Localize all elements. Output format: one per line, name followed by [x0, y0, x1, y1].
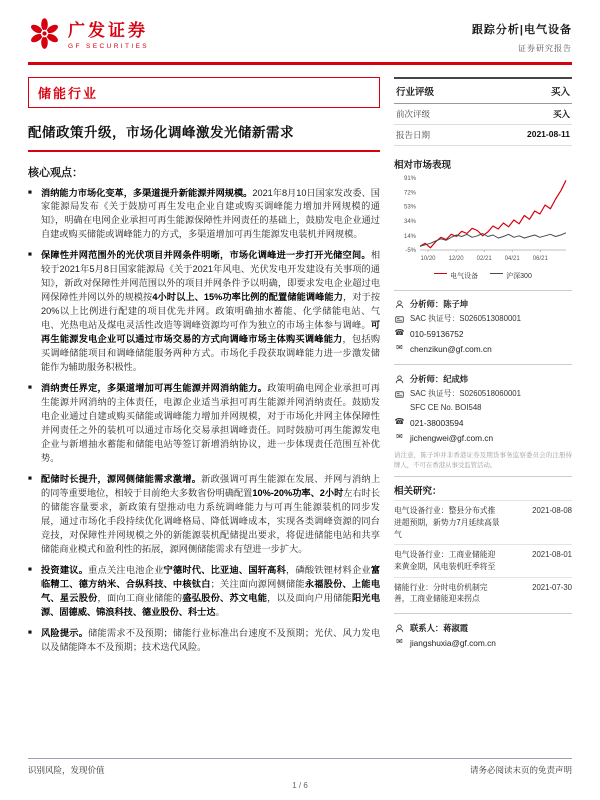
gf-securities-logo-icon: [28, 17, 61, 50]
related-research-item: [394, 577, 572, 609]
footer-row: [28, 759, 572, 776]
analyst-email-row: [394, 433, 572, 445]
related-research: [394, 476, 572, 609]
rating-title: 行业评级: [396, 86, 435, 98]
svg-text:91%: 91%: [403, 175, 416, 182]
doc-type-label: 证券研究报告: [518, 44, 572, 53]
related-research-item: [394, 500, 572, 544]
related-research-item: [394, 544, 572, 576]
header-right: [472, 16, 572, 54]
contact-name-row: [394, 623, 572, 635]
rating-value: 买入: [550, 86, 570, 98]
related-item-title: 电气设备行业：工商业储能迎来黄金期，风电装机旺季将至: [394, 550, 496, 571]
core-view-item: ■ 配储时长提升，源网侧储能需求激增。新政强调可再生能源在发展、并网与消纳上的同等重要地位，相较于目前绝大多数省份明确配置10%-20%功率、2小时左右时长的储能容量要求，新政策有望推动电力系统调峰能力与可再生能源装机的同步发展，通过市场化手段持续优化调峰格局、降低调峰成本，实现各类调峰资源的同台竞技，对保障性并网规模之外的新能源装机配储提出要求，将促进储能电站和共享储能商业模式和盈利性的拓展，源网侧储能需求有望进一步扩大。: [28, 473, 380, 557]
report-date-label: 报告日期: [396, 129, 431, 140]
phone-icon: ☎: [394, 416, 405, 426]
analyst-block-2: [394, 364, 572, 444]
core-views-heading: 核心观点：: [28, 166, 83, 179]
analyst-email-link[interactable]: jichengwei@gf.com.cn: [410, 432, 494, 443]
legend-item: 电气设备: [434, 271, 478, 281]
mail-icon: ✉: [396, 431, 403, 441]
svg-text:02/21: 02/21: [476, 255, 492, 262]
core-view-item: ■ 消纳能力市场化变革，多渠道提升新能源并网规模。2021年8月10日国家发改委、国家能源局发布《关于鼓励可再生发电企业自建或购买调峰能力增加并网规模的通知》，明确在电网企业承担可再生能源保障性并网责任的基础上，鼓励发电企业通过自建或购买储能或调峰能力的方式，多渠道增加可再生能源发电装机并网规模。: [28, 187, 380, 243]
related-item-date: 2021-07-30: [532, 582, 572, 592]
svg-text:-5%: -5%: [405, 247, 416, 254]
report-headline: 配储政策升级，市场化调峰激发光储新需求: [28, 121, 380, 152]
header: [0, 0, 600, 60]
related-research-title: 相关研究：: [394, 486, 442, 498]
core-view-item: ■ 保障性并网范围外的光伏项目并网条件明晰，市场化调峰进一步打开光储空间。相较于2021年5月8日国家能源局《关于2021年风电、光伏发电开发建设有关事项的通知》，新政对保障性并网范围以外的项目并网条件予以明确，即要求发电企业超过电网保障性并网以外的规模按4小时以上、15%功率比例的配置储能调峰能力，对于按20%以上比例进行配建的项目优先并网。政策明确抽水蓄能、化学储能电站、气电、光热电站及煤电灵活性改造等调峰资源均可作为独立的市场主体参与调峰。可再生能源发电企业可以通过市场交易的方式向调峰市场主体购买调峰能力，包括购买调峰储能项目和调峰储能服务两种方式。市场化手段获取调峰能力进一步激发储能作为辅助服务积极性。: [28, 249, 380, 375]
contact-email-link[interactable]: jiangshuxia@gf.com.cn: [410, 637, 496, 648]
chart-legend: [394, 271, 572, 281]
related-item-title: 储能行业：分时电价机制完善，工商业储能迎来拐点: [394, 582, 488, 604]
rating-header-row: [394, 79, 572, 104]
core-views-list: [28, 187, 380, 656]
related-item-date: 2021-08-08: [532, 506, 572, 516]
certificate-icon: [394, 315, 405, 324]
svg-text:72%: 72%: [403, 189, 416, 196]
brand-name-en: GF SECURITIES: [68, 43, 150, 50]
footer-slogan: 识别风险，发现价值: [28, 765, 105, 775]
analyst-block-1: [394, 290, 572, 356]
analyst-phone-row: [394, 329, 572, 341]
brand-name-cn: 广发证券: [68, 21, 148, 40]
analyst-phone: 021-38003594: [410, 417, 464, 428]
analyst-phone-row: [394, 418, 572, 430]
analyst-email-link[interactable]: chenzikun@gf.com.cn: [410, 343, 492, 354]
contact-block: [394, 613, 572, 649]
core-view-item: ■ 风险提示。储能需求不及预期；储能行业标准出台速度不及预期；光伏、风力发电以及储能降本不及预期；技术迭代风险。: [28, 627, 380, 655]
brand-text: [68, 16, 149, 50]
report-date-value: 2021-08-11: [526, 128, 570, 139]
analyst-name: 分析师：陈子坤: [410, 299, 469, 309]
previous-rating-value: 买入: [552, 108, 570, 119]
person-icon: [394, 624, 405, 633]
analyst-email-row: [394, 344, 572, 356]
related-item-date: 2021-08-01: [532, 550, 572, 560]
brand: [28, 16, 149, 50]
analyst-name-row: [394, 299, 572, 311]
analyst-sfc-row: [394, 403, 572, 414]
sidebar: [394, 77, 572, 663]
svg-text:06/21: 06/21: [532, 255, 548, 262]
core-view-item: ■ 消纳责任界定，多渠道增加可再生能源并网消纳能力。政策明确电网企业承担可再生能源并网消纳的主体责任，电源企业适当承担可再生能源并网消纳责任。鼓励发电企业通过自建或购买储能或调峰能力增加并网规模，对于市场化并网主体保障性并网责任之外的装机可以通过市场化交易承担调峰责任。同时鼓励可再生能源发电企业与新增抽水蓄能和储能电站等签订新增消纳协议，进一步体现责任范围互补优势。: [28, 382, 380, 466]
previous-rating-row: [394, 104, 572, 125]
main-content: [0, 65, 600, 663]
svg-text:10/20: 10/20: [420, 255, 436, 262]
person-icon: [394, 375, 405, 384]
relative-performance-chart: [394, 173, 572, 269]
person-icon: [394, 300, 405, 309]
legend-swatch: [434, 273, 447, 274]
analyst-name-row: [394, 374, 572, 386]
report-body-column: [28, 77, 380, 663]
footer-disclaimer: 请务必阅读末页的免责声明: [469, 765, 572, 775]
footer: [28, 758, 572, 790]
analyst-sfc-number: SFC CE No. BOI548: [410, 403, 482, 413]
certificate-icon: [394, 390, 405, 399]
legend-item: 沪深300: [490, 271, 532, 281]
analyst-phone: 010-59136752: [410, 328, 464, 339]
svg-text:34%: 34%: [403, 218, 416, 225]
page-number: 1 / 6: [292, 781, 308, 790]
related-item-title: 电气设备行业：整县分布式推进超预期，新势力7月延续高景气: [394, 506, 500, 539]
rating-table: [394, 77, 572, 146]
analyst-sac-row: [394, 314, 572, 325]
analyst-sac-number: SAC 执证号：S0260513080001: [410, 314, 521, 324]
mail-icon: ✉: [396, 636, 403, 646]
industry-title-box: 储能行业: [28, 77, 380, 108]
hk-license-note: 请注意，陈子坤并非香港证券及期货事务监察委员会的注册持牌人，不可在香港从事受监管活动。: [394, 452, 572, 470]
svg-text:14%: 14%: [403, 233, 416, 240]
svg-text:53%: 53%: [403, 204, 416, 210]
mail-icon: ✉: [396, 342, 403, 352]
analyst-sac-row: [394, 389, 572, 400]
report-date-row: [394, 125, 572, 146]
svg-text:04/21: 04/21: [504, 255, 520, 262]
core-view-item: ■ 投资建议。重点关注电池企业宁德时代、比亚迪、国轩高科，磷酸铁锂材料企业富临精工、德方纳米、合纵科技、中核钛白；关注面向源网侧储能永福股份、上能电气、星云股份，面向工商业储能的盛弘股份、苏文电能，以及面向户用储能阳光电源、固德威、锦浪科技、德业股份、科士达。: [28, 564, 380, 620]
phone-icon: ☎: [394, 327, 405, 337]
legend-swatch: [490, 273, 503, 274]
contact-email-row: [394, 638, 572, 650]
analyst-sac-number: SAC 执证号：S0260518060001: [410, 388, 521, 398]
svg-text:12/20: 12/20: [448, 255, 464, 262]
contact-name: 联系人：蒋淑霞: [410, 622, 469, 633]
performance-chart-title: 相对市场表现: [394, 159, 452, 171]
previous-rating-label: 前次评级: [396, 108, 431, 119]
report-type: 跟踪分析|电气设备: [471, 24, 572, 36]
analyst-name: 分析师：纪成炜: [410, 373, 469, 384]
